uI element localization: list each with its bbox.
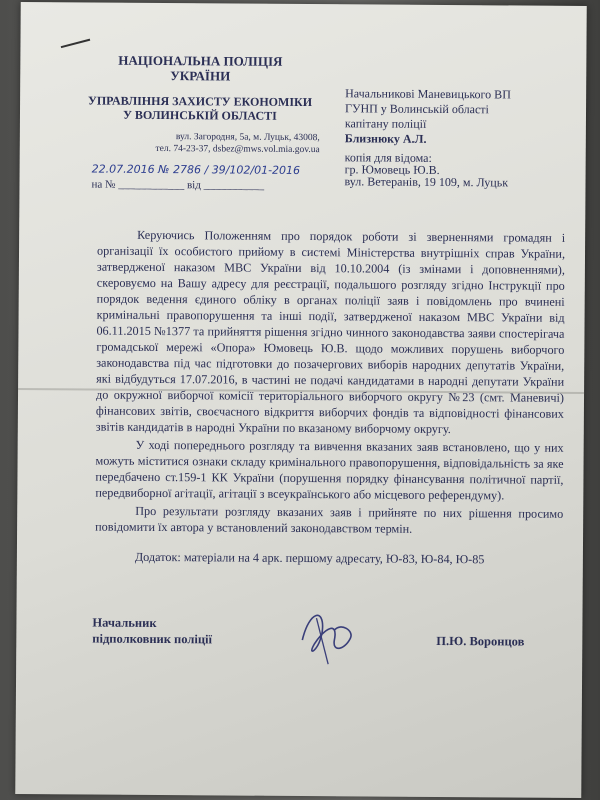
copy-line1: копія для відома:	[344, 150, 432, 165]
signatory-name: П.Ю. Воронцов	[436, 633, 525, 649]
body-paragraph-2: У ході попереднього розгляду та вивчення вказаних заяв встановлено, що у них можуть міститися ознаки складу кримінального правопорушення, відповідальність за яке передбачено ст.159-1 КК України (порушення порядку фінансування політичної партії, передвиборної агітації, агітації з всеукраїнського або місцевого референдуму).	[95, 437, 564, 503]
copy-line2: гр. Юмовець Ю.В.	[344, 162, 440, 177]
org-address: вул. Загородня, 5а, м. Луцьк, 43008,	[175, 132, 320, 144]
dept-name-line1: УПРАВЛІННЯ ЗАХИСТУ ЕКОНОМІКИ	[88, 93, 313, 110]
signatory-title-2: підполковник поліції	[92, 631, 213, 647]
org-contacts: тел. 74-23-37, dsbez@mws.vol.mia.gov.ua	[155, 143, 320, 156]
dept-name-line2: У ВОЛИНСЬКІЙ ОБЛАСТІ	[123, 107, 277, 123]
document-sheet	[15, 2, 587, 798]
org-name-line1: НАЦІОНАЛЬНА ПОЛІЦІЯ	[118, 52, 283, 69]
attachment-line: Додаток: матеріали на 4 арк. першому адресату, Ю-83, Ю-84, Ю-85	[134, 549, 485, 567]
reference-line: на № ____________ від ___________	[91, 178, 265, 192]
body-paragraph-1: Керуючись Положенням про порядок роботи зі зверненнями громадян і організації їх особистого прийому в системі Міністерства внутрішніх справ України, затвердженої наказом МВС України від 10.10.2004 (із змінами і доповненнями), скеровуємо на Вашу адресу для реєстрації, подальшого розгляду згідно Інструкції про порядок ведення єдиного обліку в органах поліції заяв і повідомлень про вчинені кримінальні правопорушення та інші події, затвердженої наказом МВС України від 06.11.2015 №1377 та прийняття рішення згідно чинного законодавства заяви спостерігача громадської мережі «Опора» Юмовець Ю.В. щодо можливих порушень виборчого законодавства під час підготовки до позачергових виборів народних депутатів України, які відбудуться 17.07.2016, в частині не подачі кандидатами в народні депутати України до окружної виборчої комісії територіального виборчого округу №23 (смт. Маневичі) фінансових звітів, своєчасного відкриття виборчих фондів та відповідності фінансових звітів кандидатів в народні України по вказаному виборчому округу.	[95, 227, 566, 437]
org-name-line2: УКРАЇНИ	[170, 68, 231, 84]
outgoing-date-number: 22.07.2016 № 2786 / 39/102/01-2016	[91, 162, 301, 177]
pen-mark	[61, 39, 91, 48]
handwritten-signature	[294, 600, 364, 670]
body-paragraph-3: Про результати розгляду вказаних заяв і прийняте по них рішення просимо повідомити їх автора у встановлений законодавством термін.	[95, 503, 564, 536]
copy-line3: вул. Ветеранів, 19 109, м. Луцьк	[344, 174, 509, 190]
recipient-line1: Начальникові Маневицького ВП	[345, 86, 511, 102]
recipient-line3: капітану поліції	[344, 116, 427, 131]
signatory-title-1: Начальник	[92, 615, 157, 630]
recipient-line4: Близнюку А.Л.	[344, 131, 427, 146]
recipient-line2: ГУНП у Волинській області	[344, 101, 489, 117]
